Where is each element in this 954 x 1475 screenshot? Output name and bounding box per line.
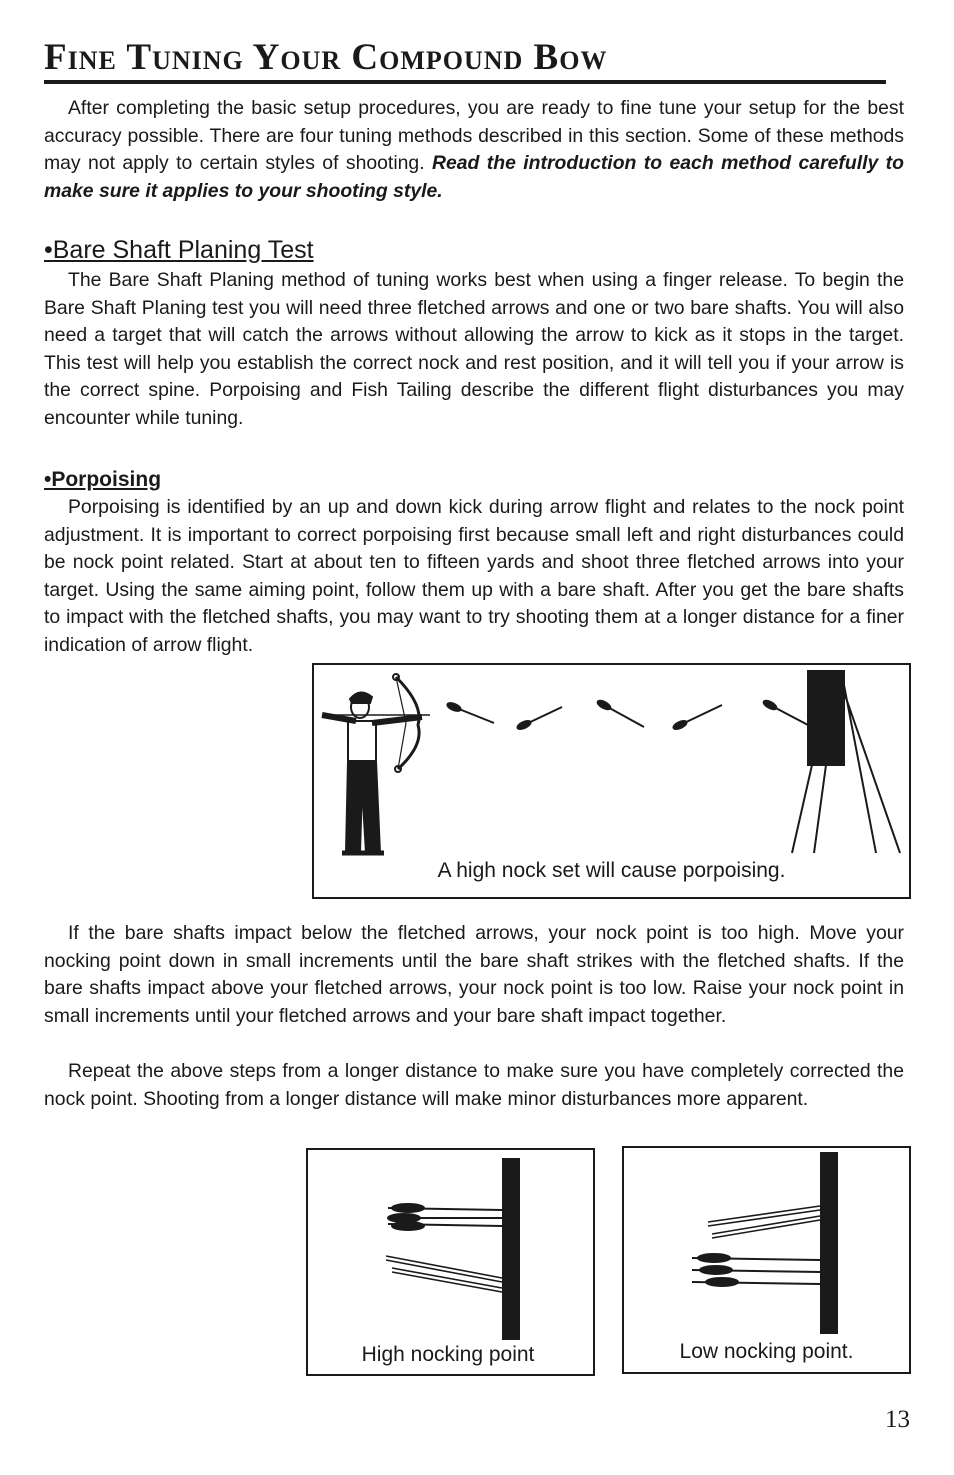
repeat-paragraph xyxy=(44,1058,904,1113)
target-illustration xyxy=(792,671,900,853)
target-board xyxy=(502,1158,520,1340)
fletched-arrows xyxy=(388,1204,502,1230)
high-nock-caption: High nocking point xyxy=(361,1343,535,1366)
bare-shaft-text: The Bare Shaft Planing method of tuning works best when using a finger release. To begin the Bare Shaft Planing test you will need three fletched arrows and one or two bare shafts. You will also need a target that will catch the arrows without allowing the arrow to kick as it stops in the target. This test will help you establish the correct nock and rest position, and it will tell you if your arrow is the correct spine. Porpoising and Fish Tailing describe the different flight disturbances you may encounter while tuning. xyxy=(44,269,904,429)
nock-paragraph xyxy=(44,920,904,1030)
porpoising-text: Porpoising is identified by an up and down kick during arrow flight and relates to the nock point adjustment. It is important to correct porpoising first because small left and right disturbances could be nock point related. Start at about ten to fifteen yards and shoot three fletched arrows into your target. Using the same aiming point, follow them up with a bare shaft. After you get the bare shafts to impact with the fletched shafts, you may want to try shooting them at a longer distance for a finer indication of arrow flight. xyxy=(44,496,904,656)
porpoising-paragraph xyxy=(44,494,904,660)
porpoising-caption: A high nock set will cause porpoising. xyxy=(437,859,786,882)
intro-emphasis: Read the introduction to each method carefully to make sure it applies to your shooting style. xyxy=(44,152,904,202)
intro-paragraph xyxy=(44,95,904,205)
archer-illustration xyxy=(322,674,430,853)
repeat-text: Repeat the above steps from a longer distance to make sure you have completely corrected the nock point. Shooting from a longer distance will make minor disturbances more apparent. xyxy=(44,1060,904,1110)
bare-shaft-heading: •Bare Shaft Planing Test xyxy=(44,236,314,264)
bare-shaft-paragraph xyxy=(44,267,904,433)
target-board xyxy=(820,1152,838,1334)
fletched-arrows xyxy=(692,1254,820,1286)
bare-shafts xyxy=(708,1206,820,1238)
page-number: 13 xyxy=(885,1406,910,1433)
page-title: Fine Tuning Your Compound Bow xyxy=(44,36,886,84)
intro-text: After completing the basic setup procedures, you are ready to fine tune your setup for the best accuracy possible. There are four tuning methods described in this section. Some of these methods may not apply to certain styles of shooting. xyxy=(44,97,904,175)
low-nock-figure xyxy=(622,1146,911,1374)
porpoising-heading: •Porpoising xyxy=(44,468,162,491)
nock-text: If the bare shafts impact below the fletched arrows, your nock point is too high. Move your nocking point down in small increments until the bare shaft strikes with the fletched shafts. If the bare shafts impact above your fletched arrows, your nock point is too low. Raise your nock point in small increments until your fletched arrows and your bare shaft impact together. xyxy=(44,922,904,1027)
high-nock-illustration xyxy=(308,1150,593,1374)
porpoising-figure xyxy=(312,663,911,899)
bare-shafts xyxy=(386,1256,502,1292)
high-nock-figure xyxy=(306,1148,595,1376)
low-nock-caption: Low nocking point. xyxy=(679,1340,854,1363)
arrow-flight-path xyxy=(446,699,808,731)
